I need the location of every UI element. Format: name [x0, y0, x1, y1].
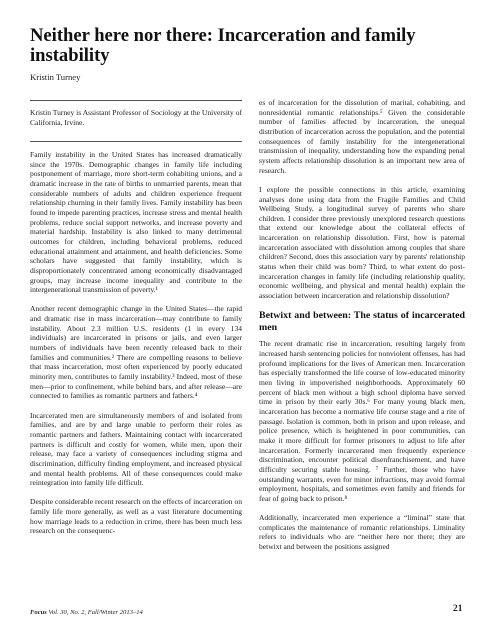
article-title: Neither here nor there: Incarceration and family instability — [30, 25, 416, 66]
section-heading: Betwixt and between: The status of incarcerated men — [259, 310, 465, 333]
paragraph: Despite considerable recent research on the effects of incarceration on family life more generally, as well as a vast literature documenting how marriage leads to a reduction in crime, there has been much less research on the consequenc- — [30, 497, 242, 536]
paragraph: The recent dramatic rise in incarceration, resulting largely from increased harsh sentencing policies for nonviolent offenses, has had profound implications for the lives of American men. Incarceration has especially transformed the life course of low-educated minority men living in impoverished neighborhoods. Approximately 60 percent of black men without a high school diploma have served time in prison by their early 30s.⁶ For many young black men, incarceration has become a normative life course stage and a rite of passage. Isolation is common, both in prison and upon release, and police presence, which is heightened in poor communities, can make it more difficult for former prisoners to adjust to life after incarceration. Formerly incarcerated men frequently experience discrimination, encounter political disenfranchisement, and have difficulty securing stable housing. ⁷ Further, those who have outstanding warrants, even for minor infractions, may avoid formal employment, hospitals, and sometimes even family and friends for fear of going back to prison.⁸ — [259, 339, 465, 503]
paragraph: Additionally, incarcerated men experience a “liminal” state that complicates the maintenance of romantic relationships. Liminality refers to individuals who are “neither here nor there; they are betwixt and between the positions assigned — [259, 513, 465, 552]
journal-name: Focus — [30, 609, 47, 616]
paragraph: es of incarceration for the dissolution of marital, cohabiting, and nonresidential romantic relationships.⁵ Given the considerable number of families affected by incarceration, the unequal distribution of incarceration across the population, and the potential consequences of family instability for the intergenerational transmission of inequality, understanding how the expanding penal system affects relationship dissolution is an important new area of research. — [259, 98, 465, 175]
paragraph: Another recent demographic change in the United States—the rapid and dramatic rise in mass incarceration—may contribute to family instability. About 2.3 million U.S. residents (1 in every 134 individuals) are incarcerated in prisons or jails, and even larger numbers of individuals have been recently released back to their families and communities.² There are compelling reasons to believe that mass incarceration, most often experienced by poorly educated minority men, contributes to family instability.³ Indeed, most of these men—prior to confinement, while behind bars, and after release—are connected to families as romantic partners and fathers.⁴ — [30, 304, 242, 401]
rule-top — [30, 100, 242, 101]
bio-text: Kristin Turney is Assistant Professor of Sociology at the University of California, Irvine. — [30, 108, 242, 127]
paragraph: Incarcerated men are simultaneously members of and isolated from families, and are by and large unable to perform their roles as romantic partners and fathers. Maintaining contact with incarcerated partners is difficult and costly for women, while men, upon their release, may face a variety of consequences including stigma and discrimination, difficulty finding employment, and increased physical and mental health problems. All of these consequences could make reintegration into family life difficult. — [30, 410, 242, 488]
author-bio — [30, 108, 242, 137]
left-column — [30, 150, 242, 546]
journal-citation — [30, 609, 143, 616]
paragraph: Family instability in the United States has increased dramatically since the 1970s. Demographic changes in family life including postponement of marriage, more short-term cohabiting unions, and a dramatic increase in the rate of births to unmarried parents, mean that considerable numbers of adults and children experience frequent relationship churning in their family lives. Family instability has been found to impede parenting practices, increase stress and mental health problems, reduce social support networks, and increase poverty and material hardship. Instability is also linked to many detrimental outcomes for children, including behavioral problems, reduced educational attainment and attainment, and health deficiencies. Some scholars have suggested that family instability, which is disproportionately concentrated among economically disadvantaged groups, may increase income inequality and contribute to the intergenerational transmission of poverty.¹ — [30, 150, 242, 295]
right-column — [259, 98, 465, 561]
page-number: 21 — [453, 604, 463, 614]
rule-bio — [30, 141, 242, 142]
author-name: Kristin Turney — [30, 72, 81, 82]
paragraph: I explore the possible connections in this article, examining analyses done using data from the Fragile Families and Child Wellbeing Study, a longitudinal survey of parents who share children. I consider three previously unexplored research questions that extend our knowledge about the collateral effects of incarceration on relationship dissolution. First, how is paternal incarceration associated with dissolution among couples that share children? Second, does this association vary by parents' relationship status when their child was born? Third, to what extent do post-incarceration changes in family life (including relationship quality, economic wellbeing, and physical and mental health) explain the association between incarceration and relationship dissolution? — [259, 184, 465, 301]
journal-issue: Vol. 30, No. 2, Fall/Winter 2013–14 — [48, 609, 143, 616]
